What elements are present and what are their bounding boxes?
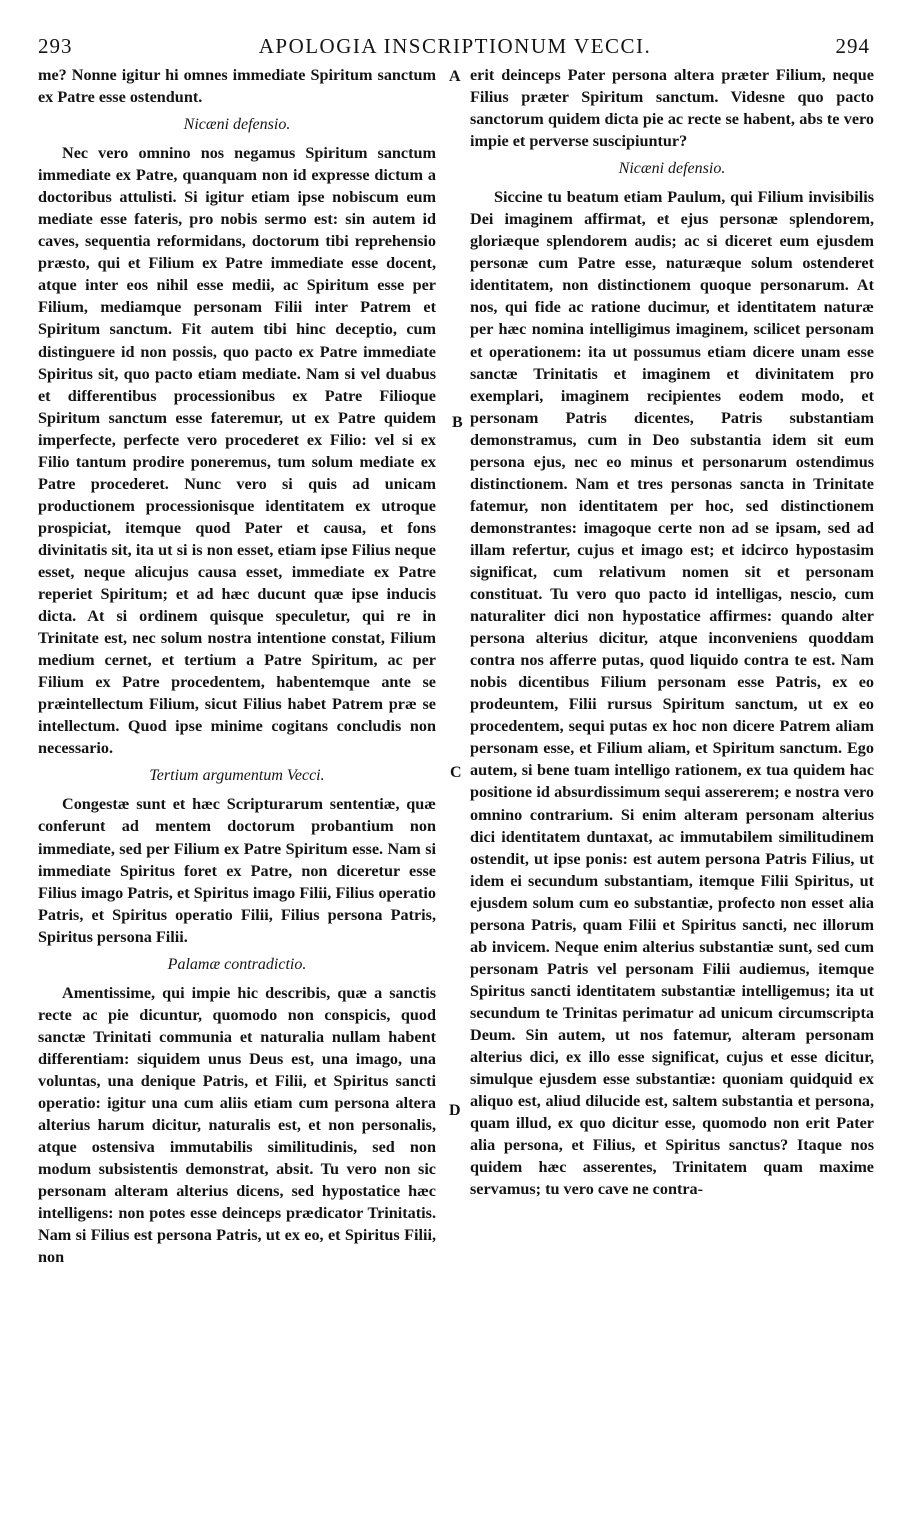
section-heading-palamae-contradictio: Palamæ contradictio. [167,955,307,973]
left-column [38,64,436,1268]
margin-letter-b: B [452,414,463,431]
margin-letter-c: C [450,764,462,781]
running-title: APOLOGIA INSCRIPTIONUM VECCI. [258,34,652,58]
paragraph: Siccine tu beatum etiam Paulum, qui Filium invisibilis Dei imaginem affirmat, et ejus personæ splendorem, gloriæque splendorem audis; ac si diceret eum ejusdem personæ cum Patre esse, naturæque solum ostenderet identitatem, non distinctionem quoque personarum. At nos, qui fide ac ratione ducimur, et identitatem naturæ per hæc nomina intelligimus imaginem, scilicet personam et operationem: ita ut possumus etiam dicere unam esse sanctæ Trinitatis et imaginem et divinitatem pro exemplari, imaginem recipientes eodem modo, et personam Patris dicentes, Patris substantiam demonstramus, cum in Deo substantia idem sit eum persona ejus, nec eo minus et personarum ostendimus distinctionem. Nam et tres personas sancta in Trinitate fatemur, non identitatem per hoc, sed distinctionem demonstrantes: imagoque certe non ad se ipsam, sed ad illam refertur, cujus et imago est; et idcirco hypostasim significat, cum relativum nomen sit et personam constituat. Tu vero quo pacto id intelligas, nescio, cum naturaliter dici non hypostatice affirmes: quando alter persona alterius dicitur, atque inconveniens quoddam contra nos afferre putas, quod liquido contra te est. Nam nobis dicentibus Filium personam esse Patris, ex eo prodeuntem, Filii rursus Spiritum sanctum, ut ex eo procedentem, sequi putas ex hoc non dicere Patrem aliam personam esse, et Filium aliam, et Spiritum sanctum. Ego autem, si bene tuam intelligo rationem, ex tua quidem hac positione id absurdissimum sequi assererem; e nostra vero omnino contrarium. Si enim alteram personam alterius dici identitatem duntaxat, ac immutabilem similitudinem ostendit, ut ipse ponis: est autem persona Patris Filius, ut idem ei secundum substantiam, itemque Filii Spiritus, ut ejusdem solum cum eo substantiæ, profecto non esset alia persona Patris, quam Filii et Spiritus sancti, nec illorum ab invicem. Neque enim alterius substantiæ sunt, sed cum personam Patris vel personam Filii audiemus, itemque Spiritus sancti identitatem substantiæ intelligemus; ita ut secundum te Trinitas perimatur ad unicum circumscripta Deum. Sin autem, ut nos fatemur, alteram personam alterius dici, ex illo esse significat, cujus et esse dicitur, simulque ejusdem esse substantiæ: quoniam quidquid ex aliquo est, aliud dilucide est, saltem substantia et persona, quam illud, ex quo dicitur esse, quomodo non erit Pater alia persona, et Filius, et Spiritus sanctus? Itaque nos quidem hæc asserentes, Trinitatem quam maxime servamus; tu vero cave ne contra- [470,188,874,1199]
section-heading-nicaeni-defensio: Nicæni defensio. [183,116,291,134]
section-heading-tertium-argumentum: Tertium argumentum Vecci. [149,767,325,785]
page-number-left: 293 [38,34,73,58]
section-heading-nicaeni-defensio: Nicæni defensio. [618,160,726,178]
page-number-right: 294 [835,34,870,58]
paragraph-continuation: me? Nonne igitur hi omnes immediate Spiritum sanctum ex Patre esse ostendunt. [38,66,436,107]
margin-letter-a: A [449,68,461,85]
paragraph-continuation: erit deinceps Pater persona altera præter Filium, neque Filius præter Spiritum sanctum. Videsne quo pacto sanctorum quidem dicta pie ac recte se habent, abs te vero impie et perverse suscipiuntur? [470,66,874,151]
right-column [470,64,874,1200]
paragraph: Congestæ sunt et hæc Scripturarum sententiæ, quæ conferunt ad mentem doctorum probantium non immediate, sed per Filium ex Patre Spiritum esse. Nam si immediate Spiritus foret ex Patre, non diceretur esse Filius imago Patris, et Spiritus imago Filii, Filius operatio Patris, et Spiritus operatio Filii, Filius persona Patris, Spiritus persona Filii. [38,795,436,946]
paragraph: Amentissime, qui impie hic describis, quæ a sanctis recte ac pie dicuntur, quomodo non conspicis, quod sanctæ Trinitati communia et naturalia nullam habent differentiam: siquidem unus Deus est, una imago, una voluntas, una denique Patris, et Filii, et Spiritus sancti operatio: igitur una cum aliis etiam cum persona altera alterius harum dicitur, naturalis est, et non personalis, atque ostensiva immutabilis similitudinis, sed non modum subsistentis demonstrat, absit. Tu vero non sic personam alteram alterius dicens, sed hypostatice hæc intelligens: non potes esse deinceps prædicator Trinitatis. Nam si Filius est persona Patris, ut ex eo, et Spiritus Filii, non [38,983,436,1267]
margin-letter-d: D [449,1102,461,1119]
paragraph: Nec vero omnino nos negamus Spiritum sanctum immediate ex Patre, quanquam non id expresse dictum a doctoribus attulisti. Si igitur etiam ipse nobiscum eum mediate esse fateris, pro nobis sermo est: sin autem id caves, sequentia reformidans, doctorum tibi reprehensio præsto, qui et Filium ex Patre immediate esse docent, atque inter eos nihil esse medii, ac Spiritum esse per Filium, mediamque personam Filii inter Patrem et Spiritum sanctum. Fit autem tibi hinc deceptio, cum distinguere id non possis, quo pacto ex Patre immediate Spiritus sit, quo pacto etiam mediate. Nam si vel duabus et differentibus processionibus ex Patre Filioque Spiritum sanctum esse fateremur, ut ex Patre quidem imperfecte, perfecte vero procederet ex Filio: vel si ex Filio tantum prodire poneremus, tum solum mediate ex Patre procederet. Nunc vero si quis ad unicam productionem processionisque identitatem ex utroque prospiciat, itemque quod Pater et causa, et fons divinitatis sit, ita ut si is non esset, etiam ipse Filius neque esset, neque alicujus causa esset, immediate ex Patre reperiet Spiritum; et ad hæc ducunt quæ ipse inducis dicta. At si ordinem quisque speculetur, qui re in Trinitate est, nec solum nostra intentione constat, Filium medium cernet, et tertium a Patre Spiritum, ac per Filium ex Patre procedentem, habentemque ante se præintellectum Filium, sicut Filius habet Patrem præ se intellectum. Quod ipse minime cogitans concludis non necessario. [38,144,436,758]
